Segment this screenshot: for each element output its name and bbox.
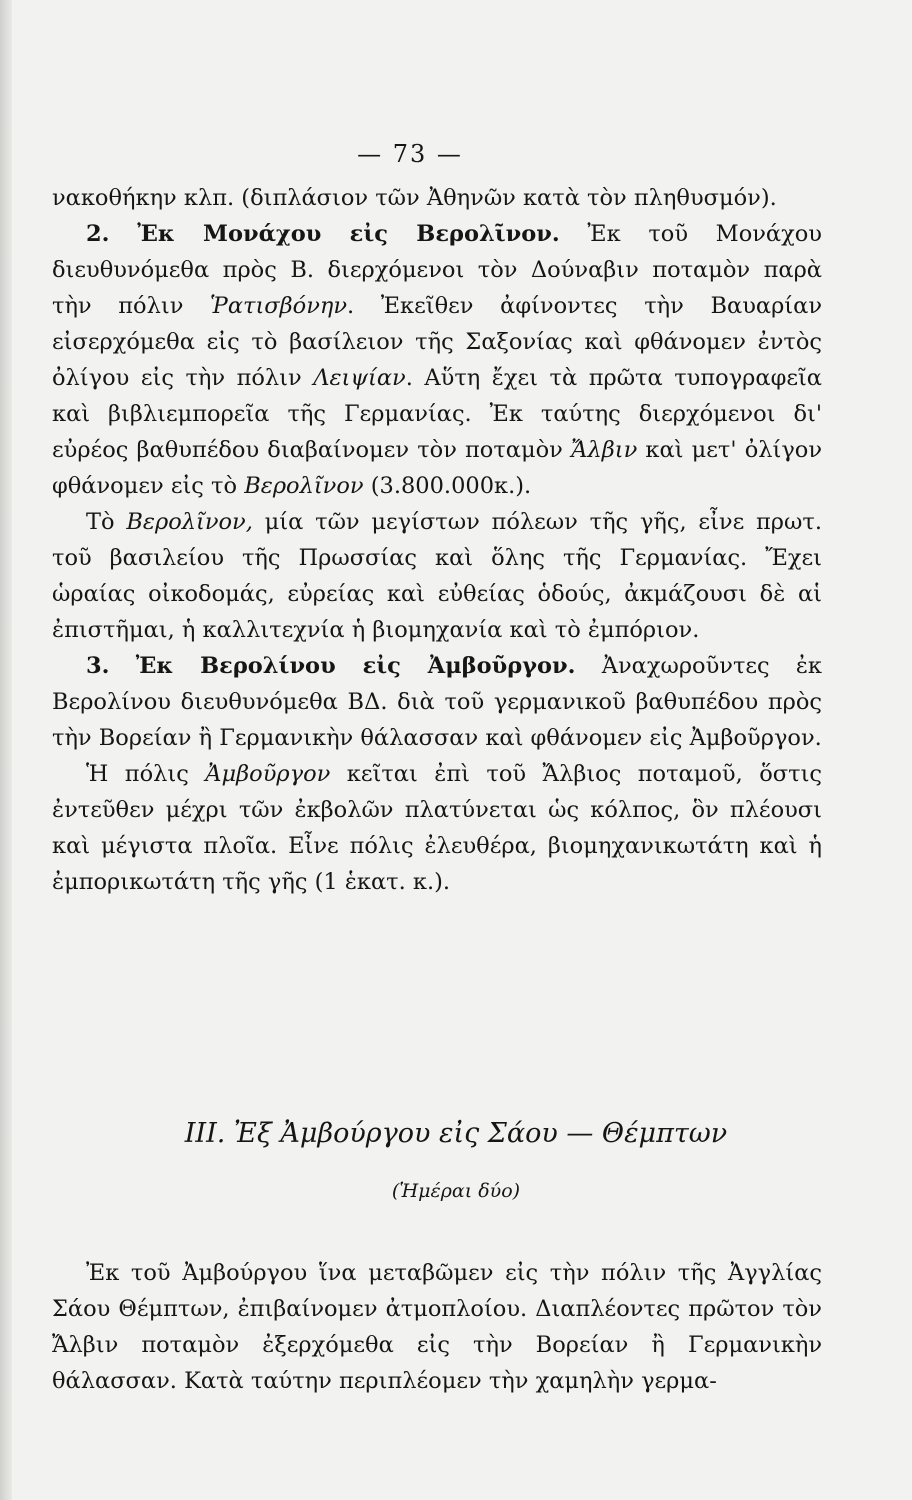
chapter-subheading: (Ἡμέραι δύο) (391, 1180, 521, 1202)
section-2-title: Ἐκ Μονάχου εἰς Βερολῖνον. (137, 221, 560, 247)
section-3-paragraph (52, 648, 822, 756)
section-3-title: Ἐκ Βερολίνου εἰς Ἀμβοῦργον. (135, 653, 576, 679)
page-number: — 73 — (357, 140, 463, 168)
hamburg-text-start: Ἡ πόλις (86, 761, 206, 787)
section-2-text-1: Ἐκ τοῦ Μονάχου διευθυνόμεθα πρὸς Β. διερχόμενοι τὸν Δούναβιν ποταμὸν παρὰ τὴν πόλιν (52, 221, 822, 319)
river-elbe: Ἄλβιν (571, 437, 638, 463)
berlin-name: Βερολῖνον, (126, 509, 253, 535)
city-regensburg: Ῥατισβόνην (210, 293, 348, 319)
berlin-text-start: Τὸ (86, 509, 127, 535)
hamburg-paragraph (52, 756, 822, 900)
section-2-number: 2. (86, 221, 110, 247)
section-2-text-2: . Ἐκεῖθεν ἀφίνοντες τὴν Βαυαρίαν εἰσερχόμεθα εἰς τὸ βασίλειον τῆς Σαξονίας καὶ φθάνομεν ἐντὸς ὀλίγου εἰς τὴν πόλιν (52, 293, 822, 391)
section-2-text-4: καὶ μετ' ὀλίγον φθάνομεν εἰς τὸ (52, 437, 823, 499)
chapter-paragraph: Ἐκ τοῦ Ἀμβούργου ἵνα μεταβῶμεν εἰς τὴν πόλιν τῆς Ἀγγλίας Σάου Θέμπτων, ἐπιβαίνομεν ἀτμοπλοίου. Διαπλέοντες πρῶτον τὸν Ἄλβιν ποταμὸν ἐξερχόμεθα εἰς τὴν Βορείαν ἢ Γερμανικὴν θάλασσαν. Κατὰ ταύτην περιπλέομεν τὴν χαμηλὴν γερμα- (52, 1260, 822, 1394)
section-3-number: 3. (86, 653, 110, 679)
berlin-text: μία τῶν μεγίστων πόλεων τῆς γῆς, εἶνε πρωτ. τοῦ βασιλείου τῆς Πρωσσίας καὶ ὅλης τῆς Γερμανίας. Ἔχει ὡραίας οἰκοδομάς, εὐρείας καὶ εὐθείας ὁδούς, ἀκμάζουσι δὲ αἱ ἐπιστῆμαι, ἡ καλλιτεχνία ἡ βιομηχανία καὶ τὸ ἐμπόριον. (52, 509, 822, 643)
berlin-paragraph (52, 504, 822, 648)
hamburg-name: Ἀμβοῦργον (205, 761, 331, 787)
section-2-text-3: . Αὕτη ἔχει τὰ πρῶτα τυπογραφεῖα καὶ βιβλιεμπορεῖα τῆς Γερμανίας. Ἐκ ταύτης διερχόμενοι δι' εὐρέος βαθυπέδου διαβαίνομεν τὸν ποταμὸν (52, 365, 822, 463)
city-leipzig: Λειψίαν (313, 365, 406, 391)
hamburg-text: κεῖται ἐπὶ τοῦ Ἄλβιος ποταμοῦ, ὅστις ἐντεῦθεν μέχρι τῶν ἐκβολῶν πλατύνεται ὡς κόλπος, ὃν πλέουσι καὶ μέγιστα πλοῖα. Εἶνε πόλις ἐλευθέρα, βιομηχανικωτάτη καὶ ἡ ἐμπορικωτάτη τῆς γῆς (1 ἑκατ. κ.). (52, 761, 822, 895)
section-2-paragraph (52, 216, 822, 504)
chapter-heading: ΙΙΙ. Ἐξ Ἀμβούργου εἰς Σάου — Θέμπτων (184, 1118, 728, 1149)
section-lower (52, 1255, 822, 1399)
section-2-text-5: (3.800.000κ.). (363, 473, 532, 499)
section-3-text: Ἀναχωροῦντες ἐκ Βερολίνου διευθυνόμεθα ΒΔ. διὰ τοῦ γερμανικοῦ βαθυπέδου πρὸς τὴν Βορείαν ἢ Γερμανικὴν θάλασσαν καὶ φθάνομεν εἰς Ἀμβοῦργον. (52, 653, 822, 751)
section-upper (52, 180, 822, 900)
continuation-line: νακοθήκην κλπ. (διπλάσιον τῶν Ἀθηνῶν κατὰ τὸν πληθυσμόν). (52, 185, 777, 211)
city-berlin: Βερολῖνον (244, 473, 364, 499)
